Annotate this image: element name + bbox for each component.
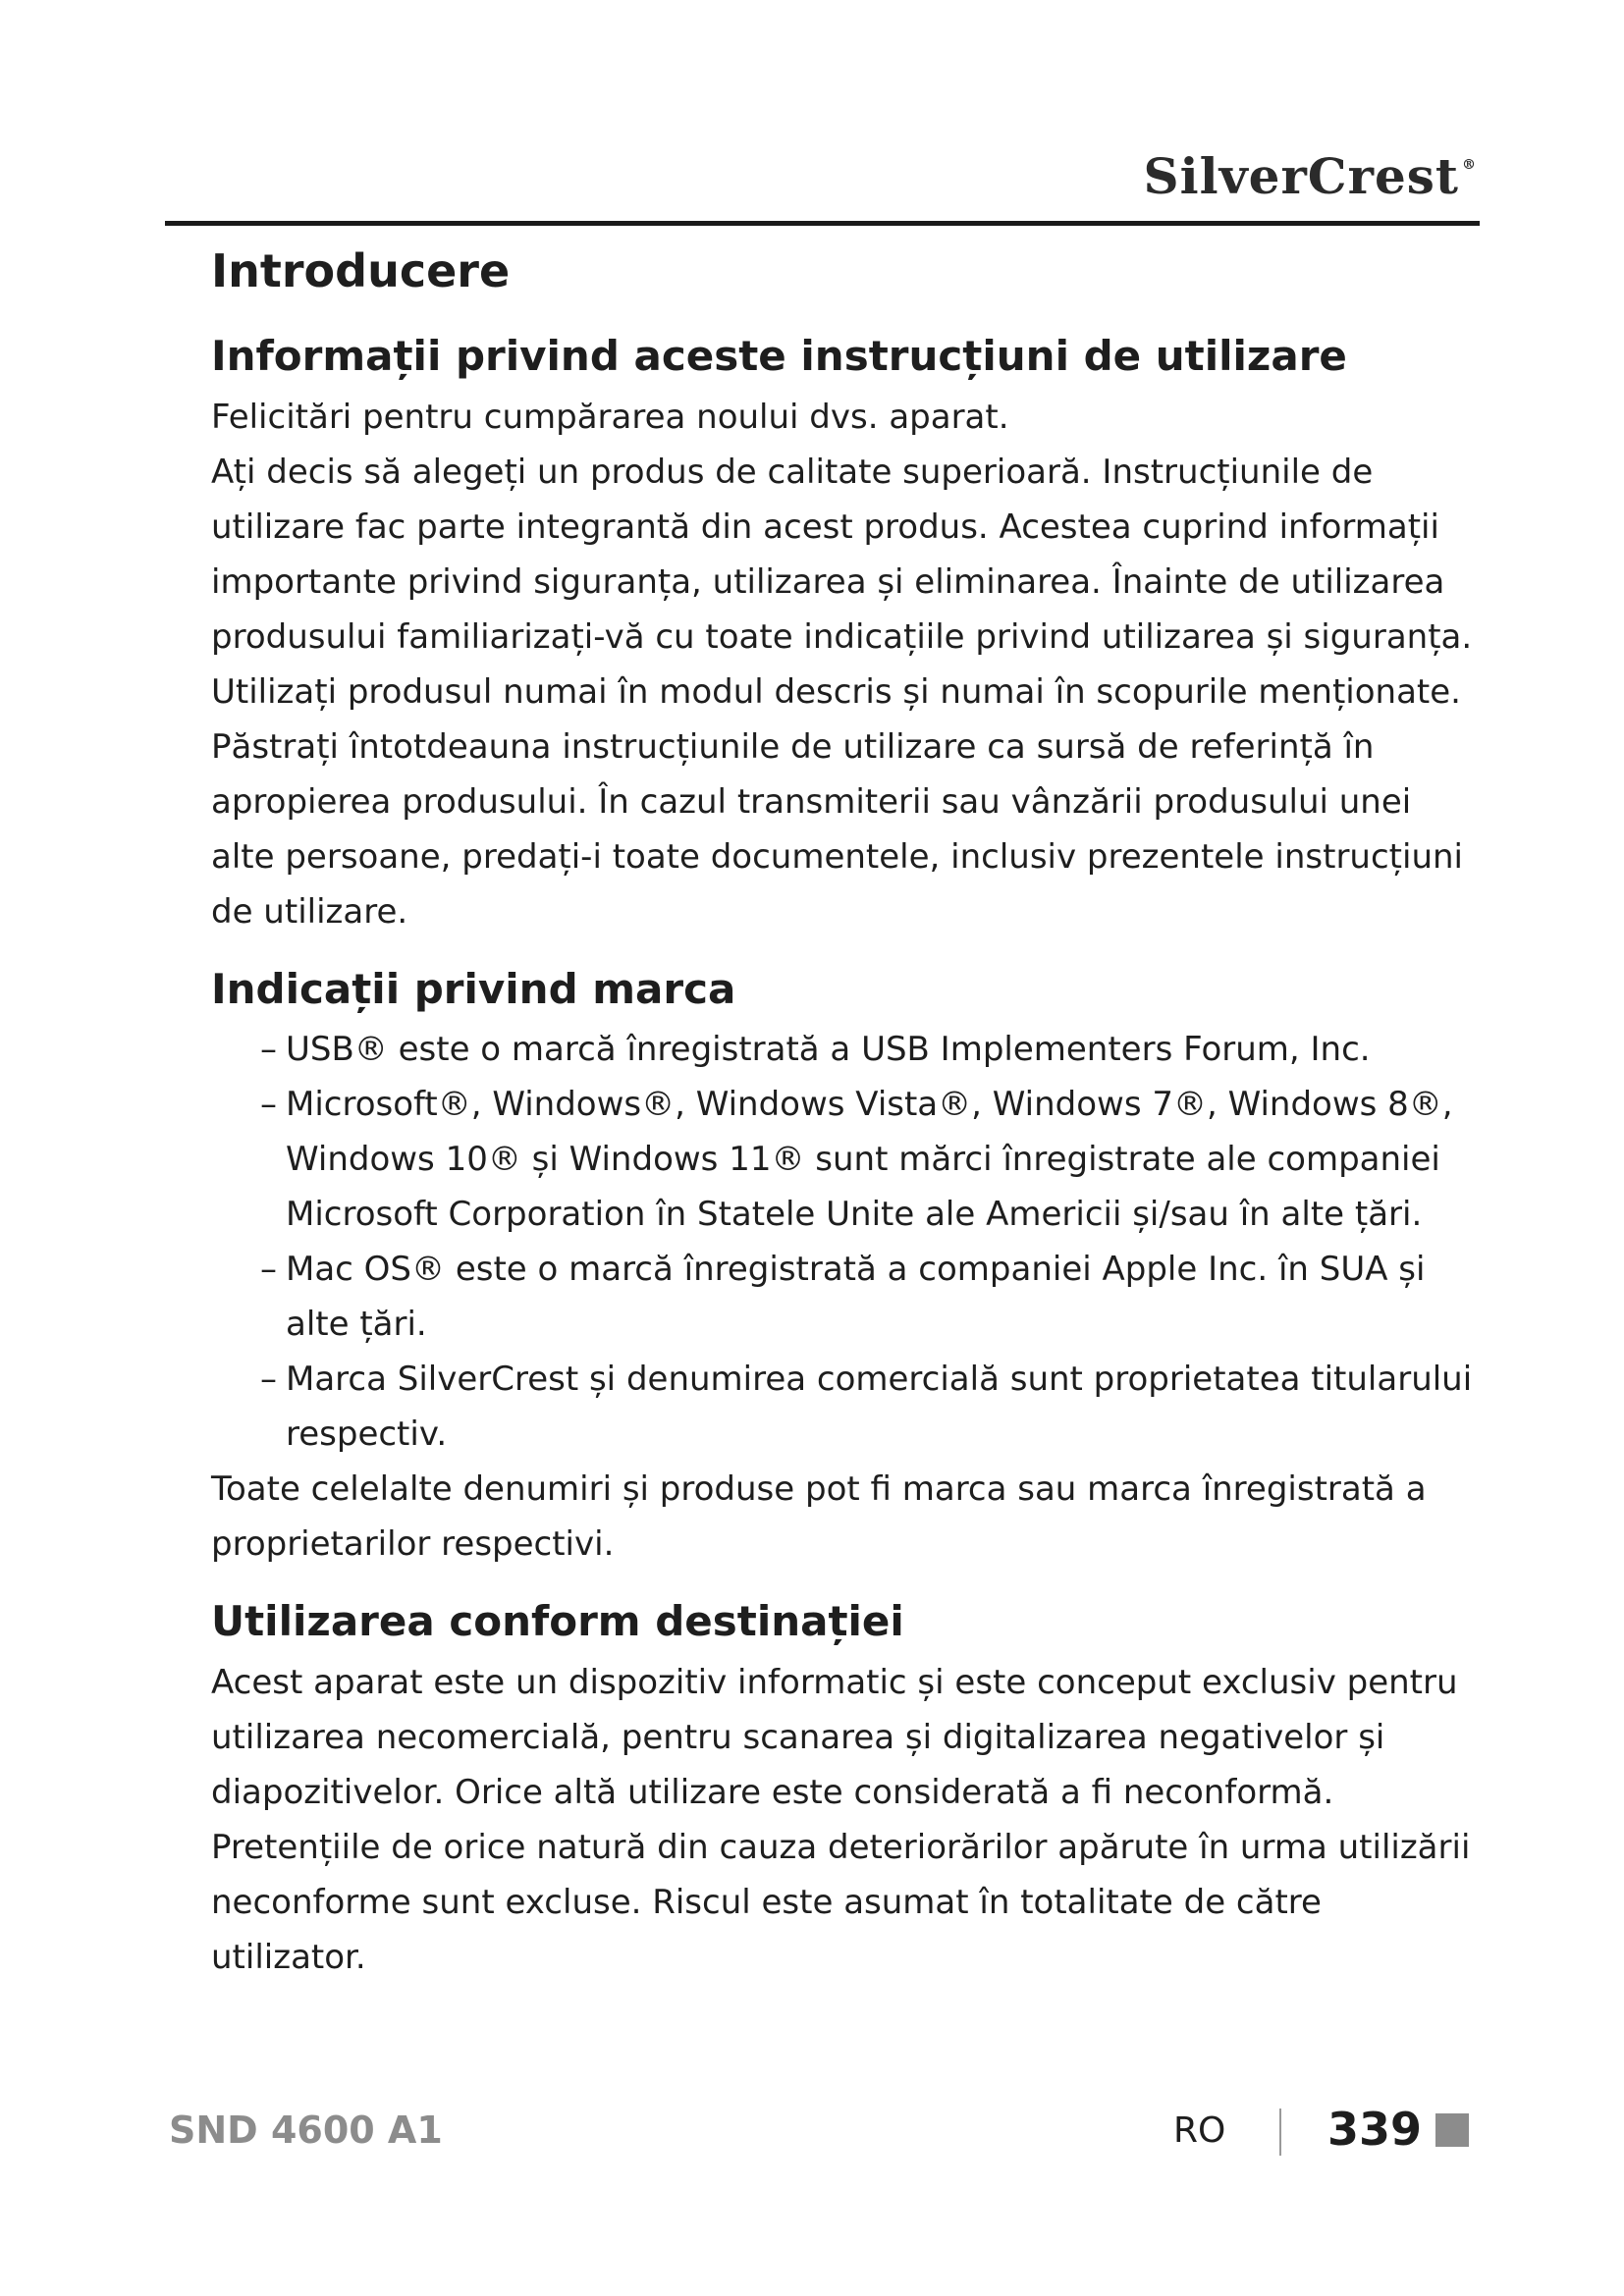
trademark-item-microsoft: – Microsoft®, Windows®, Windows Vista®, Windows 7®, Windows 8®, Windows 10® și Windows 11® sunt mărci înregistrate ale companiei Microsoft Corporation în Statele Unite ale Americii și/sau în alte țări. [260, 1085, 1453, 1235]
footer-square-marker [1435, 2113, 1469, 2147]
footer-divider [1279, 2109, 1281, 2156]
footer-language: RO [1173, 2110, 1226, 2151]
page-content [211, 240, 1478, 1985]
footer-model-number: SND 4600 A1 [169, 2109, 443, 2152]
brand-logo [1144, 147, 1478, 205]
trademark-item-usb: – USB® este o marcă înregistrată a USB Implementers Forum, Inc. [260, 1030, 1371, 1070]
brand-reg-mark: ® [1462, 157, 1477, 173]
info-paragraph-2: Ați decis să alegeți un produs de calitate superioară. Instrucțiunile de utilizare fac parte integrantă din acest produs. Acestea cuprind informații importante privind siguranța, utilizarea și eliminarea. Înainte de utilizarea produsului familiarizați-vă cu toate indicațiile privind utilizarea și siguranța. Utilizați produsul numai în modul descris și numai în scopurile menționate. Păstrați întotdeauna instrucțiunile de utilizare ca sursă de referință în apropierea produsului. În cazul transmiterii sau vânzării produsului unei alte persoane, predați-i toate documentele, inclusiv prezentele instrucțiuni de utilizare. [211, 452, 1473, 932]
section-heading-info: Informații privind aceste instrucțiuni de utilizare [211, 332, 1347, 381]
section-heading-trademarks: Indicații privind marca [211, 964, 736, 1013]
trademark-list [211, 1022, 1478, 1462]
page-title: Introducere [211, 244, 511, 297]
trademark-item-apple: – Mac OS® este o marcă înregistrată a companiei Apple Inc. în SUA și alte țări. [260, 1250, 1426, 1345]
trademark-note: Toate celelalte denumiri și produse pot fi marca sau marca înregistrată a proprietarilor respectivi. [211, 1469, 1427, 1565]
page-number: 339 [1327, 2103, 1423, 2156]
intended-use-paragraph: Acest aparat este un dispozitiv informatic și este conceput exclusiv pentru utilizarea necomercială, pentru scanarea și digitalizarea negativelor și diapozitivelor. Orice altă utilizare este considerată a fi neconformă. Pretențiile de orice natură din cauza deteriorărilor apărute în urma utilizării neconforme sunt excluse. Riscul este asumat în totalitate de către utilizator. [211, 1662, 1471, 1977]
trademark-item-silvercrest: – Marca SilverCrest și denumirea comercială sunt proprietatea titularului respectiv. [260, 1360, 1473, 1455]
brand-name: SilverCrest [1143, 147, 1459, 205]
info-paragraph-1: Felicitări pentru cumpărarea noului dvs. aparat. [211, 397, 1009, 437]
header-rule [165, 221, 1480, 226]
section-heading-intended-use: Utilizarea conform destinației [211, 1597, 904, 1646]
